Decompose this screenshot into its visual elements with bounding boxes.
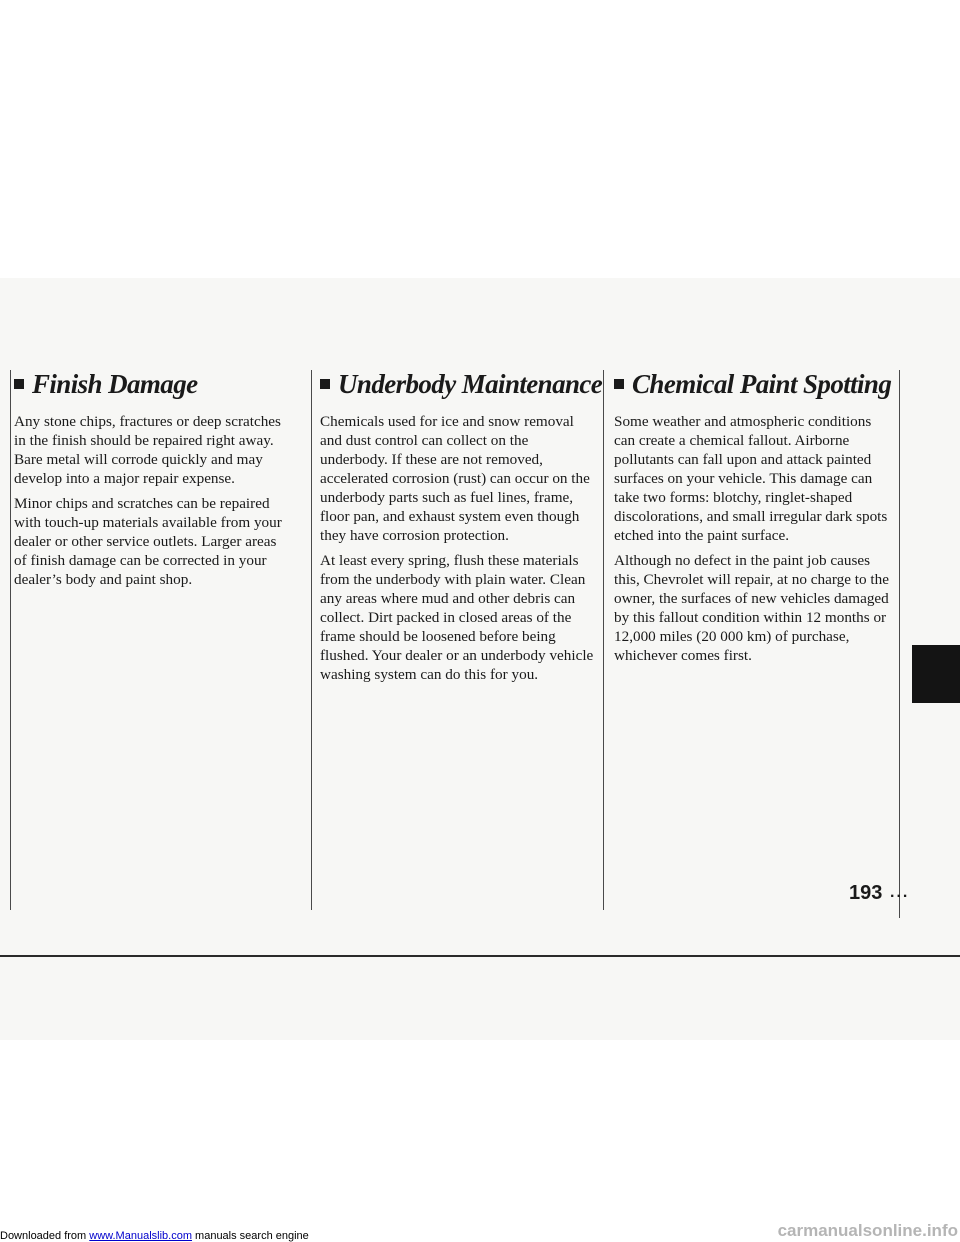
section-heading xyxy=(320,368,603,400)
paragraph: At least every spring, flush these materials from the underbody with plain water. Clean any areas where mud and other debris can collect. Dirt packed in closed areas of the frame should be loosened before being flushed. Your dealer or an underbody vehicle washing system can do this for you. xyxy=(320,552,594,683)
square-bullet-icon xyxy=(614,379,624,389)
square-bullet-icon xyxy=(320,379,330,389)
banner-prefix: Downloaded from xyxy=(0,1230,90,1242)
square-bullet-icon xyxy=(14,379,24,389)
footer-divider xyxy=(0,955,960,957)
page-number: 193 xyxy=(849,882,883,904)
column-divider xyxy=(10,370,11,910)
paragraph: Minor chips and scratches can be repaired with touch-up materials available from your dealer or other service outlets. Larger areas of finish damage can be corrected in your dealer’s body and paint shop. xyxy=(14,495,282,588)
manualslib-link[interactable]: www.Manualslib.com xyxy=(89,1230,192,1242)
page-number-dots: ... xyxy=(890,884,910,901)
section-heading xyxy=(14,368,289,400)
section-chemical-paint-spotting xyxy=(614,368,892,671)
paragraph: Some weather and atmospheric conditions can create a chemical fallout. Airborne pollutants can fall upon and attack painted surfaces on your vehicle. This damage can take two forms: blotchy, ringlet-shaped discolorations, and small irregular dark spots etched into the paint surface. xyxy=(614,413,888,544)
column-divider xyxy=(603,370,604,910)
download-banner xyxy=(0,1230,309,1242)
section-heading-text: Underbody Maintenance xyxy=(338,369,603,399)
paragraph: Any stone chips, fractures or deep scratches in the finish should be repaired right away. Bare metal will corrode quickly and may develop into a major repair expense. xyxy=(14,413,281,487)
section-heading-text: Chemical Paint Spotting xyxy=(632,369,892,399)
paragraph: Although no defect in the paint job causes this, Chevrolet will repair, at no charge to the owner, the surfaces of new vehicles damaged by this fallout condition within 12 months or 12,000 miles (20 000 km) of purchase, whichever comes first. xyxy=(614,552,889,664)
section-heading xyxy=(614,368,892,400)
section-heading-text: Finish Damage xyxy=(32,369,198,399)
column-divider xyxy=(899,370,900,918)
watermark: carmanualsonline.info xyxy=(777,1221,958,1240)
section-finish-damage xyxy=(14,368,289,595)
banner-suffix: manuals search engine xyxy=(191,1230,309,1242)
section-underbody-maintenance xyxy=(320,368,603,690)
chapter-tab-marker xyxy=(912,645,960,703)
paragraph: Chemicals used for ice and snow removal and dust control can collect on the underbody. If these are not removed, accelerated corrosion (rust) can occur on the underbody parts such as fuel lines, frame, floor pan, and exhaust system even though they have corrosion protection. xyxy=(320,413,590,544)
column-divider xyxy=(311,370,312,910)
